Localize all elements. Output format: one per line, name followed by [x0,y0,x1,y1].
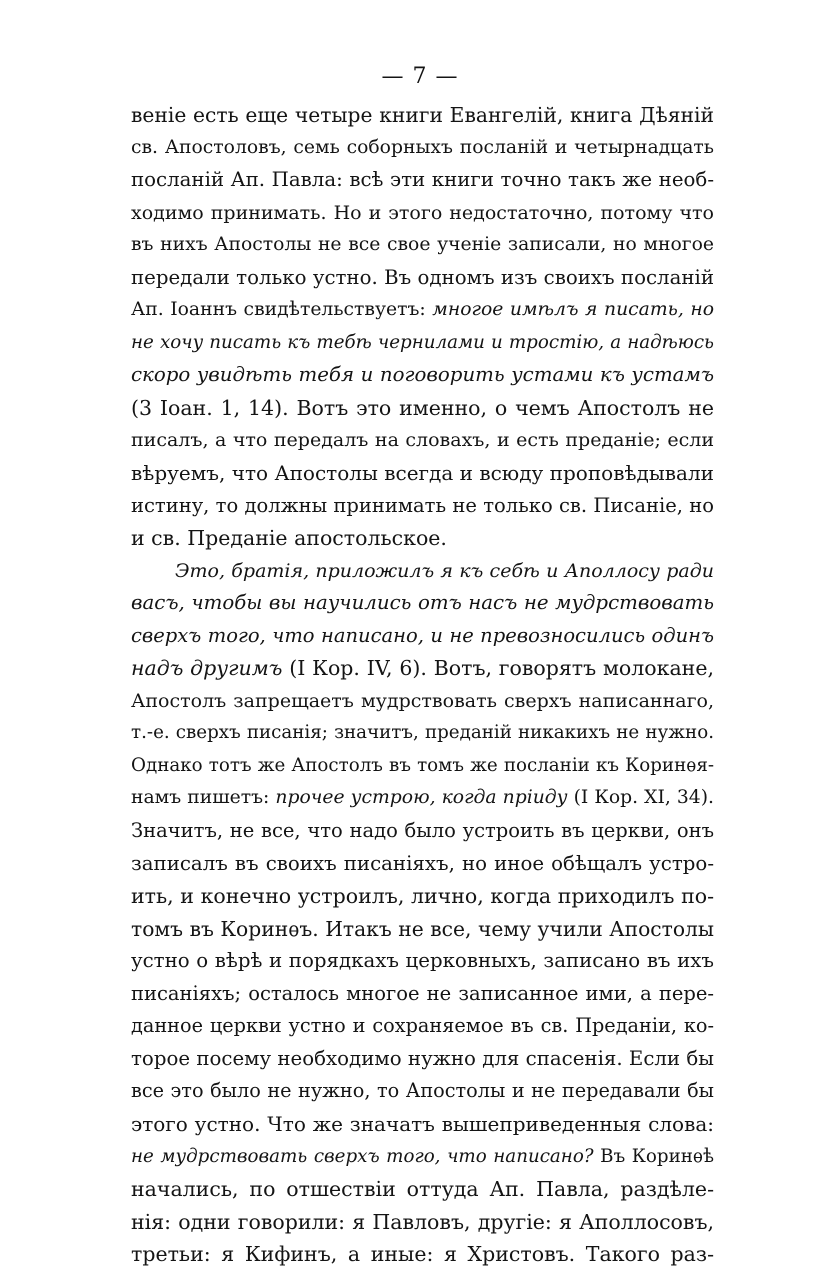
text-line [131,620,714,653]
text-line [131,652,714,685]
text-segment: ить, и конечно устроилъ, лично, когда приходилъ по- [131,884,714,909]
text-segment: Однако тотъ же Апостолъ въ томъ же посланіи къ Коринѳя- [131,754,714,776]
text-line [131,294,714,327]
page-number: — 7 — [381,64,459,89]
text-segment: намъ пишетъ: [131,787,276,809]
text-line [131,522,714,555]
italic-text: Это, братія, приложилъ я къ себѣ и Аполлосу ради [175,559,714,582]
text-line [131,880,714,913]
text-line [131,1075,714,1108]
text-line [131,359,714,392]
text-segment: этого устно. Что же значатъ вышеприведенныя слова: [131,1111,714,1136]
text-line [131,1173,714,1206]
text-line [131,587,714,620]
text-line [131,99,714,132]
text-segment: Апостолъ запрещаетъ мудрствовать сверхъ написаннаго, [131,689,714,712]
text-line [131,327,714,360]
text-line [131,392,714,425]
text-line [131,782,714,815]
text-segment: (3 Іоан. 1, 14). Вотъ это именно, о чемъ Апостолъ не [131,395,714,420]
text-segment: писаніяхъ; осталось многое не записанное ими, а пере- [131,981,714,1005]
italic-text: васъ, чтобы вы научились отъ насъ не мудрствовать [131,591,714,615]
text-line [131,1141,714,1174]
text-line [131,555,714,588]
text-line [131,913,714,946]
text-segment: и св. Преданіе апостольское. [131,526,447,551]
text-line [131,1043,714,1076]
text-segment: третьи: я Кифинъ, а иные: я Христовъ. Такого раз- [131,1242,714,1267]
text-line [131,717,714,750]
text-line [131,848,714,881]
text-segment: все это было не нужно, то Апостолы и не передавали бы [131,1079,714,1103]
text-segment: веніе есть еще четыре книги Евангелій, книга Дѣяній [131,103,714,127]
text-segment: торое посему необходимо нужно для спасенія. Если бы [131,1046,714,1070]
text-segment: Въ Коринѳѣ [593,1145,714,1167]
text-line [131,945,714,978]
body-text [131,99,714,1271]
text-line [131,1010,714,1043]
text-segment: начались, по отшествіи оттуда Ап. Павла, раздѣле- [131,1177,714,1202]
text-line [131,262,714,295]
text-segment: записалъ въ своихъ писаніяхъ, но иное обѣщалъ устро- [131,851,714,875]
italic-text: сверхъ того, что написано, и не превозносились одинъ [131,623,714,647]
text-line [131,1238,714,1271]
text-segment: Ап. Іоаннъ свидѣтельствуетъ: [131,299,433,321]
text-line [131,685,714,718]
italic-text: скоро увидѣть тебя и поговорить устами къ устамъ [131,363,714,387]
text-segment: (I Кор. IV, 6). Вотъ, говорятъ молокане, [282,656,714,681]
text-segment: передали только устно. Въ одномъ изъ своихъ посланій [131,265,714,289]
text-segment: томъ въ Коринѳъ. Итакъ не все, чему учили Апостолы [131,916,714,941]
text-line [131,750,714,783]
text-segment: данное церкви устно и сохраняемое въ св. Преданіи, ко- [131,1014,714,1038]
text-segment: нія: одни говорили: я Павловъ, другіе: я Аполлосовъ, [131,1209,714,1234]
italic-text: прочее устрою, когда пріиду [275,787,568,809]
text-line [131,978,714,1011]
text-line [131,424,714,457]
text-line [131,1206,714,1239]
text-line [131,164,714,197]
text-line [131,229,714,262]
text-segment: писалъ, а что передалъ на словахъ, и есть преданіе; если [131,429,714,452]
text-segment: посланій Ап. Павла: всѣ эти книги точно такъ же необ- [131,168,714,192]
text-line [131,132,714,165]
text-segment: истину, то должны принимать не только св. Писаніе, но [131,493,714,517]
text-line [131,815,714,848]
text-line [131,490,714,523]
text-segment: въ нихъ Апостолы не все свое ученіе записали, но многое [131,234,714,256]
text-segment: св. Апостоловъ, семь соборныхъ посланій и четырнадцать [131,136,714,158]
text-segment: т.-е. сверхъ писанія; значитъ, преданій никакихъ не нужно. [131,722,714,744]
text-segment: вѣруемъ, что Апостолы всегда и всюду проповѣдывали [131,461,714,486]
text-line [131,197,714,230]
italic-text: многое имѣлъ я писать, но [432,299,714,321]
text-segment: Значитъ, не все, что надо было устроить въ церкви, онъ [131,819,714,843]
italic-text: не мудрствовать сверхъ того, что написано? [131,1145,594,1167]
italic-text: не хочу писать къ тебѣ чернилами и тростію, а надѣюсь [131,331,714,353]
text-segment: ходимо принимать. Но и этого недостаточно, потому что [131,201,714,224]
italic-text: надъ другимъ [131,656,283,681]
text-line [131,1108,714,1141]
text-line [131,457,714,490]
text-segment: (I Кор. XI, 34). [567,787,714,809]
text-segment: устно о вѣрѣ и порядкахъ церковныхъ, записано въ ихъ [131,949,714,973]
